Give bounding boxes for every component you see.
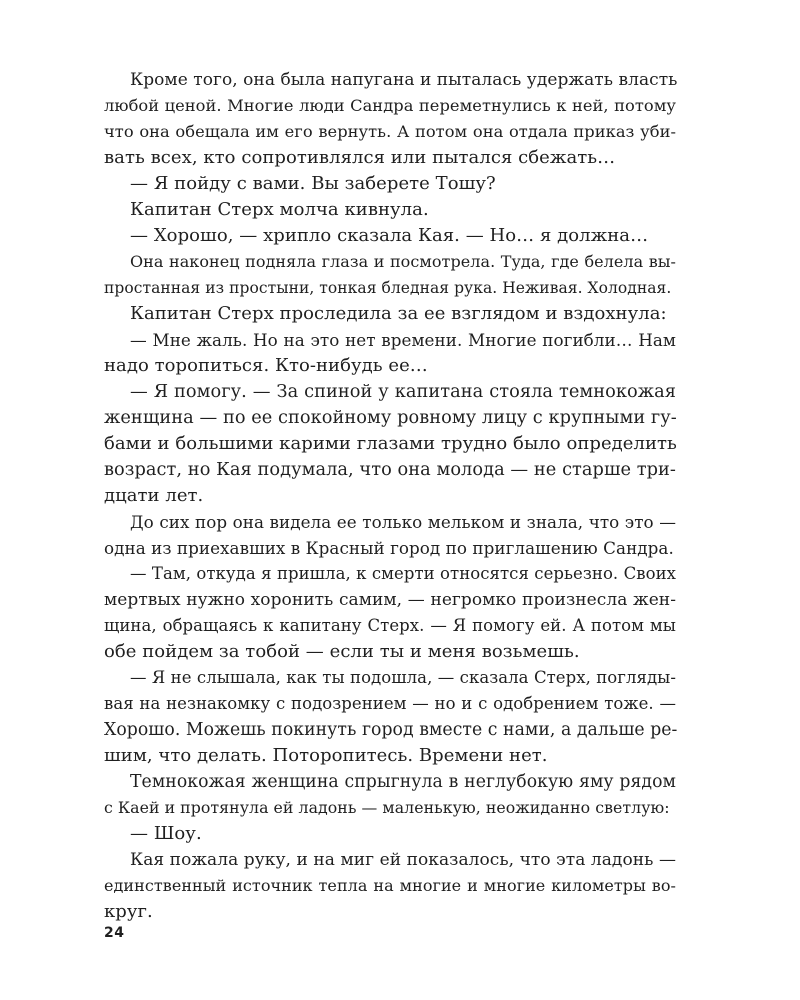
text-line: Темнокожая женщина спрыгнула в неглубокую яму рядом	[130, 772, 676, 792]
text-line: Кая пожала руку, и на миг ей показалось, что эта ладонь —	[130, 850, 676, 870]
text-line: что она обещала им его вернуть. А потом она отдала приказ уби-	[104, 122, 676, 141]
text-line: одна из приехавших в Красный город по приглашению Сандра.	[104, 538, 674, 558]
text-line: вая на незнакомку с подозрением — но и с одобрением тоже. —	[104, 694, 676, 713]
text-line: бами и большими карими глазами трудно было определить	[104, 433, 677, 454]
text-line: Она наконец подняла глаза и посмотрела. Туда, где белела вы-	[130, 252, 676, 271]
text-line: круг.	[104, 901, 153, 922]
text-line: Кроме того, она была напугана и пыталась удержать власть	[130, 70, 678, 90]
text-line: Хорошо. Можешь покинуть город вместе с нами, а дальше ре-	[104, 720, 678, 740]
text-line: — Мне жаль. Но на это нет времени. Многие погибли… Нам	[130, 330, 676, 350]
page-body	[104, 67, 676, 925]
text-line: До сих пор она видела ее только мельком и знала, что это —	[130, 512, 676, 532]
text-line: любой ценой. Многие люди Сандра переметнулись к ней, потому	[104, 96, 676, 115]
text-line: единственный источник тепла на многие и многие километры во-	[104, 876, 676, 895]
text-line: мертвых нужно хоронить самим, — негромко произнесла жен-	[104, 590, 676, 610]
text-line: — Я пойду с вами. Вы заберете Тошу?	[130, 173, 496, 194]
text-line: обе пойдем за тобой — если ты и меня возьмешь.	[104, 641, 580, 662]
text-line: Капитан Стерх молча кивнула.	[130, 199, 429, 220]
text-line: возраст, но Кая подумала, что она молода — не старше три-	[104, 460, 676, 480]
text-line: надо торопиться. Кто-нибудь ее…	[104, 355, 428, 376]
text-line: щина, обращаясь к капитану Стерх. — Я помогу ей. А потом мы	[104, 616, 676, 635]
text-line: дцати лет.	[104, 485, 204, 506]
text-line: шим, что делать. Поторопитесь. Времени нет.	[104, 745, 548, 766]
text-line: — Шоу.	[130, 823, 202, 844]
text-line: вать всех, кто сопротивлялся или пытался сбежать…	[104, 147, 616, 168]
text-line: с Каей и протянула ей ладонь — маленькую, неожиданно светлую:	[104, 798, 670, 817]
text-line: Капитан Стерх проследила за ее взглядом и вздохнула:	[130, 303, 667, 324]
text-line: — Хорошо, — хрипло сказала Кая. — Но… я должна…	[130, 225, 649, 246]
page-number: 24	[104, 925, 125, 941]
text-line: — Там, откуда я пришла, к смерти относятся серьезно. Своих	[130, 564, 676, 583]
text-line: женщина — по ее спокойному ровному лицу с крупными гу-	[104, 408, 677, 428]
text-line: — Я не слышала, как ты подошла, — сказала Стерх, погляды-	[130, 668, 676, 687]
text-line: простанная из простыни, тонкая бледная рука. Неживая. Холодная.	[104, 279, 672, 297]
text-line: — Я помогу. — За спиной у капитана стояла темнокожая	[130, 382, 676, 402]
